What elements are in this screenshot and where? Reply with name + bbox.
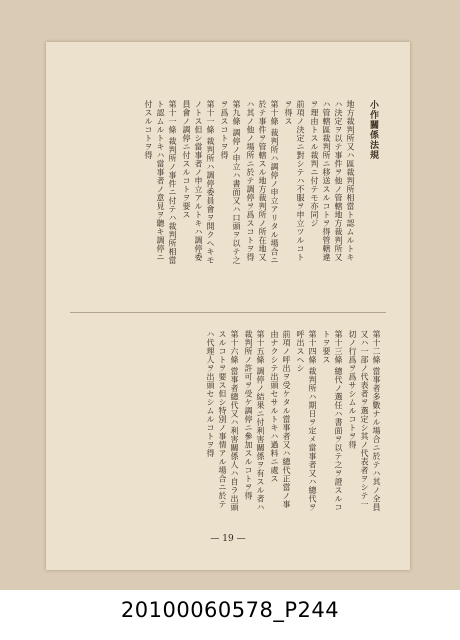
section-divider [70,312,386,313]
article-text: 地方裁判所又ハ區裁判所相當ト認ムルトキハ決定ヲ以テ事件ヲ他ノ管轄地方裁判所又ハ管轄區裁判所ニ移送スルコトヲ得管轄違ヲ理由トスル裁判ニ付テモ亦同ジ [310,100,355,262]
page-content [70,100,386,544]
image-caption: 20100060578_P244 [120,598,340,622]
article-text: 第十五條 調停ノ結果ニ付利害關係ヲ有スル者ハ裁判所ノ許可ヲ受ケ調停ニ參加スルコトヲ得 [244,330,265,512]
article-text: 第十四條 裁判所ハ期日ヲ定メ當事者又ハ總代ヲ呼出スヘシ [296,330,317,512]
article-text: 第十二條 當事者多數ナル場合ニ於テハ其ノ全員又ハ一部ノ代表者ヲ選定シ其ノ代表者ヲシテ一切ノ行爲ヲ爲サシムルコトヲ得 [348,330,381,512]
running-header: 小作關係法規 [368,100,378,160]
article-text: 第十條 裁判所ハ調停ノ申立アリタル場合ニ於テ事件ヲ管轄スル地方裁判所ノ所在地又ハ其ノ他ノ場所ニ於テ調停ヲ爲スコトヲ得 [246,100,279,265]
article-text: 第十一條 裁判所ハ調停委員會ヲ開クヘキモノトス但シ當事者ノ申立アルトキハ調停委員會ノ調停ニ付スルコトヲ要ス [182,100,215,265]
lower-text-block [202,330,382,514]
article-text: 第十六條 當事者總代又ハ利害關係人ハ自ラ出頭スルコトヲ要ス但シ特別ノ事情アル場合ニ於テハ代理人ヲ出頭セシムルコトヲ得 [206,330,239,512]
article-text: 第十一條 裁判所ノ事件ニ付テハ裁判所相當ト認ムルトキハ當事者ノ意見ヲ聽キ調停ニ付スルコトヲ得 [144,100,177,265]
article-text: 前項ノ呼出ヲ受ケタル當事者又ハ總代正當ノ事由ナクシテ出頭セサルトキハ過料ニ處ス [270,330,291,509]
upper-text-block [140,100,356,268]
article-text: 第九條 調停ノ申立ハ書面又ハ口頭ヲ以テ之ヲ爲スコトヲ得 [220,100,241,265]
article-text: 第十三條 總代ノ選任ハ書面ヲ以テ之ヲ證スルコトヲ要ス [322,330,343,512]
article-text: 前項ノ決定ニ對シテハ不服ヲ申立ツルコトヲ得ス [284,100,305,262]
page-number: — 19 — [210,534,246,544]
